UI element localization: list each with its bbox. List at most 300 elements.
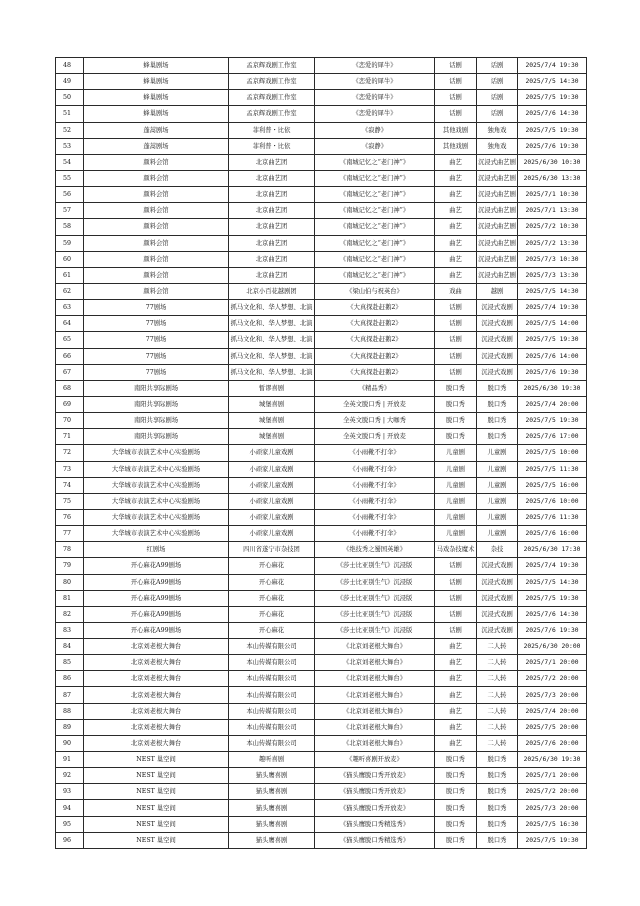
category-cell: 曲艺 xyxy=(435,655,477,671)
organizer-cell: 猫头鹰喜剧 xyxy=(229,816,315,832)
subcategory-cell: 沉浸式曲艺剧 xyxy=(477,203,518,219)
subcategory-cell: 二人转 xyxy=(477,735,518,751)
showtime-cell: 2025/7/5 16:00 xyxy=(518,477,587,493)
showtime-cell: 2025/7/2 20:00 xyxy=(518,784,587,800)
row-number-cell: 49 xyxy=(56,74,84,90)
showtime-cell: 2025/7/5 19:30 xyxy=(518,122,587,138)
subcategory-cell: 二人转 xyxy=(477,655,518,671)
row-number-cell: 69 xyxy=(56,396,84,412)
category-cell: 脱口秀 xyxy=(435,429,477,445)
organizer-cell: 北京曲艺团 xyxy=(229,170,315,186)
category-cell: 曲艺 xyxy=(435,719,477,735)
organizer-cell: 北京曲艺团 xyxy=(229,187,315,203)
subcategory-cell: 脱口秀 xyxy=(477,784,518,800)
showtime-cell: 2025/7/1 20:00 xyxy=(518,768,587,784)
showtime-cell: 2025/7/5 19:30 xyxy=(518,413,587,429)
show-title-cell: 《莎士比亚别生气》沉浸版 xyxy=(315,606,435,622)
venue-cell: 开心麻花A99剧场 xyxy=(84,606,229,622)
subcategory-cell: 二人转 xyxy=(477,639,518,655)
show-title-cell: 《恋爱的犀牛》 xyxy=(315,74,435,90)
show-title-cell: 《小雨靴不打伞》 xyxy=(315,477,435,493)
table-row xyxy=(56,526,587,542)
category-cell: 曲艺 xyxy=(435,170,477,186)
category-cell: 儿童剧 xyxy=(435,477,477,493)
showtime-cell: 2025/7/1 10:30 xyxy=(518,187,587,203)
category-cell: 话剧 xyxy=(435,348,477,364)
show-title-cell: 《南城记忆之“老门神”》 xyxy=(315,235,435,251)
subcategory-cell: 沉浸式戏剧 xyxy=(477,606,518,622)
row-number-cell: 92 xyxy=(56,768,84,784)
table-row xyxy=(56,735,587,751)
row-number-cell: 64 xyxy=(56,316,84,332)
showtime-cell: 2025/7/4 20:00 xyxy=(518,396,587,412)
show-title-cell: 《小雨靴不打伞》 xyxy=(315,526,435,542)
row-number-cell: 52 xyxy=(56,122,84,138)
organizer-cell: 小顽家儿童戏剧 xyxy=(229,526,315,542)
show-title-cell: 《莎士比亚别生气》沉浸版 xyxy=(315,622,435,638)
subcategory-cell: 二人转 xyxy=(477,671,518,687)
show-title-cell: 《寂静》 xyxy=(315,138,435,154)
showtime-cell: 2025/7/5 14:00 xyxy=(518,316,587,332)
venue-cell: 北京刘老根大舞台 xyxy=(84,719,229,735)
row-number-cell: 94 xyxy=(56,800,84,816)
subcategory-cell: 独角戏 xyxy=(477,138,518,154)
table-row xyxy=(56,413,587,429)
venue-cell: 北京刘老根大舞台 xyxy=(84,735,229,751)
table-row xyxy=(56,445,587,461)
row-number-cell: 75 xyxy=(56,493,84,509)
table-row xyxy=(56,784,587,800)
subcategory-cell: 沉浸式戏剧 xyxy=(477,300,518,316)
venue-cell: 北京刘老根大舞台 xyxy=(84,687,229,703)
organizer-cell: 小顽家儿童戏剧 xyxy=(229,493,315,509)
subcategory-cell: 话剧 xyxy=(477,58,518,74)
showtime-cell: 2025/7/6 20:00 xyxy=(518,735,587,751)
showtime-cell: 2025/6/30 20:00 xyxy=(518,639,587,655)
showtime-cell: 2025/7/5 19:30 xyxy=(518,90,587,106)
show-title-cell: 《猫头鹰脱口秀开放麦》 xyxy=(315,768,435,784)
showtime-cell: 2025/6/30 19:30 xyxy=(518,380,587,396)
subcategory-cell: 儿童剧 xyxy=(477,509,518,525)
organizer-cell: 开心麻花 xyxy=(229,622,315,638)
table-row xyxy=(56,106,587,122)
venue-cell: 大华城市表演艺术中心实验剧场 xyxy=(84,461,229,477)
organizer-cell: 本山传媒有限公司 xyxy=(229,703,315,719)
organizer-cell: 菲利普・比依 xyxy=(229,138,315,154)
organizer-cell: 本山传媒有限公司 xyxy=(229,671,315,687)
table-row xyxy=(56,687,587,703)
category-cell: 儿童剧 xyxy=(435,493,477,509)
show-title-cell: 《小雨靴不打伞》 xyxy=(315,461,435,477)
showtime-cell: 2025/7/5 10:00 xyxy=(518,445,587,461)
subcategory-cell: 沉浸式戏剧 xyxy=(477,316,518,332)
category-cell: 脱口秀 xyxy=(435,816,477,832)
table-row xyxy=(56,90,587,106)
showtime-cell: 2025/7/1 20:00 xyxy=(518,655,587,671)
organizer-cell: 小顽家儿童戏剧 xyxy=(229,477,315,493)
showtime-cell: 2025/6/30 13:30 xyxy=(518,170,587,186)
organizer-cell: 抓马文化和、华人梦想、北演 xyxy=(229,316,315,332)
venue-cell: 北京刘老根大舞台 xyxy=(84,703,229,719)
row-number-cell: 82 xyxy=(56,606,84,622)
subcategory-cell: 话剧 xyxy=(477,90,518,106)
subcategory-cell: 儿童剧 xyxy=(477,461,518,477)
show-title-cell: 《大真探赴赶鹅2》 xyxy=(315,332,435,348)
row-number-cell: 76 xyxy=(56,509,84,525)
venue-cell: 南阳共享际剧场 xyxy=(84,429,229,445)
subcategory-cell: 脱口秀 xyxy=(477,413,518,429)
show-title-cell: 《南城记忆之“老门神”》 xyxy=(315,219,435,235)
showtime-cell: 2025/7/6 11:30 xyxy=(518,509,587,525)
subcategory-cell: 脱口秀 xyxy=(477,429,518,445)
organizer-cell: 城堡喜剧 xyxy=(229,396,315,412)
venue-cell: 颜料会馆 xyxy=(84,251,229,267)
showtime-cell: 2025/6/30 17:30 xyxy=(518,542,587,558)
venue-cell: 蜂巢剧场 xyxy=(84,74,229,90)
row-number-cell: 50 xyxy=(56,90,84,106)
organizer-cell: 城堡喜剧 xyxy=(229,413,315,429)
organizer-cell: 小顽家儿童戏剧 xyxy=(229,445,315,461)
table-row xyxy=(56,574,587,590)
organizer-cell: 本山传媒有限公司 xyxy=(229,735,315,751)
venue-cell: NEST 巢空间 xyxy=(84,768,229,784)
venue-cell: 开心麻花A99剧场 xyxy=(84,622,229,638)
show-title-cell: 《北京刘老根大舞台》 xyxy=(315,687,435,703)
organizer-cell: 北京曲艺团 xyxy=(229,154,315,170)
table-row xyxy=(56,219,587,235)
organizer-cell: 抓马文化和、华人梦想、北演 xyxy=(229,348,315,364)
row-number-cell: 95 xyxy=(56,816,84,832)
showtime-cell: 2025/7/3 20:00 xyxy=(518,687,587,703)
showtime-cell: 2025/7/6 19:30 xyxy=(518,622,587,638)
row-number-cell: 79 xyxy=(56,558,84,574)
row-number-cell: 80 xyxy=(56,574,84,590)
organizer-cell: 暂谬喜剧 xyxy=(229,380,315,396)
subcategory-cell: 二人转 xyxy=(477,719,518,735)
category-cell: 话剧 xyxy=(435,74,477,90)
show-title-cell: 《莎士比亚别生气》沉浸版 xyxy=(315,574,435,590)
category-cell: 话剧 xyxy=(435,332,477,348)
organizer-cell: 抓马文化和、华人梦想、北演 xyxy=(229,364,315,380)
category-cell: 曲艺 xyxy=(435,735,477,751)
category-cell: 曲艺 xyxy=(435,219,477,235)
organizer-cell: 猫头鹰喜剧 xyxy=(229,784,315,800)
category-cell: 曲艺 xyxy=(435,187,477,203)
organizer-cell: 孟京辉戏剧工作室 xyxy=(229,106,315,122)
row-number-cell: 93 xyxy=(56,784,84,800)
show-title-cell: 《猫头鹰脱口秀精选秀》 xyxy=(315,816,435,832)
venue-cell: 蜂巢剧场 xyxy=(84,58,229,74)
row-number-cell: 67 xyxy=(56,364,84,380)
table-row xyxy=(56,332,587,348)
category-cell: 脱口秀 xyxy=(435,752,477,768)
organizer-cell: 北京曲艺团 xyxy=(229,267,315,283)
showtime-cell: 2025/7/6 14:30 xyxy=(518,606,587,622)
row-number-cell: 51 xyxy=(56,106,84,122)
table-row xyxy=(56,122,587,138)
organizer-cell: 猫头鹰喜剧 xyxy=(229,800,315,816)
organizer-cell: 趣听喜剧 xyxy=(229,752,315,768)
table-row xyxy=(56,655,587,671)
venue-cell: 大华城市表演艺术中心实验剧场 xyxy=(84,477,229,493)
showtime-cell: 2025/7/2 10:30 xyxy=(518,219,587,235)
category-cell: 儿童剧 xyxy=(435,445,477,461)
show-title-cell: 《北京刘老根大舞台》 xyxy=(315,703,435,719)
venue-cell: 77剧场 xyxy=(84,348,229,364)
venue-cell: 开心麻花A99剧场 xyxy=(84,574,229,590)
venue-cell: NEST 巢空间 xyxy=(84,832,229,848)
show-title-cell: 《大真探赴赶鹅2》 xyxy=(315,348,435,364)
category-cell: 脱口秀 xyxy=(435,396,477,412)
row-number-cell: 60 xyxy=(56,251,84,267)
show-title-cell: 《南城记忆之“老门神”》 xyxy=(315,154,435,170)
table-row xyxy=(56,58,587,74)
show-title-cell: 《南城记忆之“老门神”》 xyxy=(315,187,435,203)
organizer-cell: 小顽家儿童戏剧 xyxy=(229,509,315,525)
showtime-cell: 2025/7/4 19:30 xyxy=(518,300,587,316)
table-row xyxy=(56,251,587,267)
table-row xyxy=(56,477,587,493)
organizer-cell: 北京曲艺团 xyxy=(229,235,315,251)
showtime-cell: 2025/7/5 14:30 xyxy=(518,574,587,590)
row-number-cell: 54 xyxy=(56,154,84,170)
organizer-cell: 小顽家儿童戏剧 xyxy=(229,461,315,477)
table-row xyxy=(56,752,587,768)
show-title-cell: 《猫头鹰脱口秀开放麦》 xyxy=(315,784,435,800)
row-number-cell: 66 xyxy=(56,348,84,364)
showtime-cell: 2025/7/5 20:00 xyxy=(518,719,587,735)
row-number-cell: 74 xyxy=(56,477,84,493)
row-number-cell: 68 xyxy=(56,380,84,396)
showtime-cell: 2025/7/6 17:00 xyxy=(518,429,587,445)
category-cell: 儿童剧 xyxy=(435,526,477,542)
organizer-cell: 开心麻花 xyxy=(229,606,315,622)
venue-cell: 颜料会馆 xyxy=(84,267,229,283)
show-title-cell: 全英文脱口秀 | 开放麦 xyxy=(315,396,435,412)
table-row xyxy=(56,493,587,509)
row-number-cell: 77 xyxy=(56,526,84,542)
venue-cell: 南阳共享际剧场 xyxy=(84,396,229,412)
subcategory-cell: 沉浸式曲艺剧 xyxy=(477,267,518,283)
show-title-cell: 《北京刘老根大舞台》 xyxy=(315,719,435,735)
show-title-cell: 《精品秀》 xyxy=(315,380,435,396)
venue-cell: NEST 巢空间 xyxy=(84,800,229,816)
organizer-cell: 北京曲艺团 xyxy=(229,251,315,267)
row-number-cell: 81 xyxy=(56,590,84,606)
venue-cell: NEST 巢空间 xyxy=(84,752,229,768)
subcategory-cell: 儿童剧 xyxy=(477,445,518,461)
category-cell: 话剧 xyxy=(435,106,477,122)
subcategory-cell: 二人转 xyxy=(477,687,518,703)
showtime-cell: 2025/7/4 19:30 xyxy=(518,558,587,574)
venue-cell: 77剧场 xyxy=(84,364,229,380)
table-row xyxy=(56,800,587,816)
venue-cell: 蜂巢剧场 xyxy=(84,106,229,122)
showtime-cell: 2025/7/5 14:30 xyxy=(518,74,587,90)
row-number-cell: 56 xyxy=(56,187,84,203)
subcategory-cell: 脱口秀 xyxy=(477,816,518,832)
row-number-cell: 57 xyxy=(56,203,84,219)
row-number-cell: 87 xyxy=(56,687,84,703)
show-title-cell: 《小雨靴不打伞》 xyxy=(315,493,435,509)
table-row xyxy=(56,429,587,445)
performance-schedule-table xyxy=(55,57,587,849)
table-row xyxy=(56,509,587,525)
category-cell: 话剧 xyxy=(435,558,477,574)
venue-cell: 颜料会馆 xyxy=(84,283,229,299)
table-row xyxy=(56,703,587,719)
venue-cell: 颜料会馆 xyxy=(84,235,229,251)
venue-cell: 77剧场 xyxy=(84,332,229,348)
show-title-cell: 《猫头鹰脱口秀开放麦》 xyxy=(315,800,435,816)
category-cell: 曲艺 xyxy=(435,703,477,719)
category-cell: 曲艺 xyxy=(435,203,477,219)
show-title-cell: 《小雨靴不打伞》 xyxy=(315,509,435,525)
subcategory-cell: 沉浸式戏剧 xyxy=(477,332,518,348)
venue-cell: 蓬蒿剧场 xyxy=(84,122,229,138)
table-row xyxy=(56,832,587,848)
venue-cell: NEST 巢空间 xyxy=(84,784,229,800)
organizer-cell: 四川省遂宁市杂技团 xyxy=(229,542,315,558)
subcategory-cell: 沉浸式曲艺剧 xyxy=(477,251,518,267)
table-row xyxy=(56,590,587,606)
venue-cell: 开心麻花A99剧场 xyxy=(84,590,229,606)
show-title-cell: 《南城记忆之“老门神”》 xyxy=(315,267,435,283)
venue-cell: 77剧场 xyxy=(84,316,229,332)
show-title-cell: 《莎士比亚别生气》沉浸版 xyxy=(315,590,435,606)
subcategory-cell: 话剧 xyxy=(477,106,518,122)
subcategory-cell: 沉浸式曲艺剧 xyxy=(477,187,518,203)
row-number-cell: 70 xyxy=(56,413,84,429)
category-cell: 脱口秀 xyxy=(435,413,477,429)
table-row xyxy=(56,719,587,735)
venue-cell: 红剧场 xyxy=(84,542,229,558)
show-title-cell: 《北京刘老根大舞台》 xyxy=(315,639,435,655)
table-row xyxy=(56,316,587,332)
show-title-cell: 《恋爱的犀牛》 xyxy=(315,106,435,122)
row-number-cell: 55 xyxy=(56,170,84,186)
venue-cell: 颜料会馆 xyxy=(84,170,229,186)
organizer-cell: 猫头鹰喜剧 xyxy=(229,768,315,784)
subcategory-cell: 杂技 xyxy=(477,542,518,558)
row-number-cell: 58 xyxy=(56,219,84,235)
showtime-cell: 2025/7/5 19:30 xyxy=(518,332,587,348)
showtime-cell: 2025/7/6 14:00 xyxy=(518,348,587,364)
organizer-cell: 北京曲艺团 xyxy=(229,219,315,235)
category-cell: 话剧 xyxy=(435,622,477,638)
subcategory-cell: 话剧 xyxy=(477,74,518,90)
table-row xyxy=(56,235,587,251)
show-title-cell: 《北京刘老根大舞台》 xyxy=(315,735,435,751)
show-title-cell: 《绝技秀之蜀国英雄》 xyxy=(315,542,435,558)
venue-cell: 北京刘老根大舞台 xyxy=(84,671,229,687)
row-number-cell: 88 xyxy=(56,703,84,719)
show-title-cell: 《小雨靴不打伞》 xyxy=(315,445,435,461)
showtime-cell: 2025/7/3 13:30 xyxy=(518,267,587,283)
row-number-cell: 85 xyxy=(56,655,84,671)
table-row xyxy=(56,671,587,687)
subcategory-cell: 沉浸式戏剧 xyxy=(477,574,518,590)
table-body xyxy=(56,58,587,849)
row-number-cell: 73 xyxy=(56,461,84,477)
row-number-cell: 48 xyxy=(56,58,84,74)
table-row xyxy=(56,396,587,412)
organizer-cell: 本山传媒有限公司 xyxy=(229,687,315,703)
show-title-cell: 《大真探赴赶鹅2》 xyxy=(315,364,435,380)
show-title-cell: 《北京刘老根大舞台》 xyxy=(315,671,435,687)
showtime-cell: 2025/7/6 19:30 xyxy=(518,364,587,380)
table-row xyxy=(56,461,587,477)
table-row xyxy=(56,622,587,638)
venue-cell: 大华城市表演艺术中心实验剧场 xyxy=(84,445,229,461)
category-cell: 马戏杂技魔术 xyxy=(435,542,477,558)
venue-cell: 大华城市表演艺术中心实验剧场 xyxy=(84,526,229,542)
table-row xyxy=(56,187,587,203)
show-title-cell: 《恋爱的犀牛》 xyxy=(315,90,435,106)
organizer-cell: 开心麻花 xyxy=(229,558,315,574)
subcategory-cell: 独角戏 xyxy=(477,122,518,138)
showtime-cell: 2025/7/5 19:30 xyxy=(518,832,587,848)
category-cell: 脱口秀 xyxy=(435,832,477,848)
organizer-cell: 抓马文化和、华人梦想、北演 xyxy=(229,332,315,348)
venue-cell: NEST 巢空间 xyxy=(84,816,229,832)
showtime-cell: 2025/7/3 10:30 xyxy=(518,251,587,267)
category-cell: 儿童剧 xyxy=(435,461,477,477)
subcategory-cell: 儿童剧 xyxy=(477,493,518,509)
row-number-cell: 59 xyxy=(56,235,84,251)
organizer-cell: 猫头鹰喜剧 xyxy=(229,832,315,848)
venue-cell: 大华城市表演艺术中心实验剧场 xyxy=(84,509,229,525)
organizer-cell: 北京曲艺团 xyxy=(229,203,315,219)
venue-cell: 蓬蒿剧场 xyxy=(84,138,229,154)
show-title-cell: 《南城记忆之“老门神”》 xyxy=(315,251,435,267)
showtime-cell: 2025/7/6 16:00 xyxy=(518,526,587,542)
category-cell: 曲艺 xyxy=(435,687,477,703)
venue-cell: 开心麻花A99剧场 xyxy=(84,558,229,574)
show-title-cell: 全英文脱口秀 | 开放麦 xyxy=(315,429,435,445)
organizer-cell: 菲利普・比依 xyxy=(229,122,315,138)
subcategory-cell: 沉浸式戏剧 xyxy=(477,348,518,364)
show-title-cell: 《大真探赴赶鹅2》 xyxy=(315,300,435,316)
category-cell: 曲艺 xyxy=(435,251,477,267)
subcategory-cell: 沉浸式戏剧 xyxy=(477,622,518,638)
showtime-cell: 2025/7/6 19:30 xyxy=(518,138,587,154)
table-row xyxy=(56,74,587,90)
venue-cell: 南阳共享际剧场 xyxy=(84,380,229,396)
category-cell: 曲艺 xyxy=(435,267,477,283)
category-cell: 曲艺 xyxy=(435,235,477,251)
subcategory-cell: 脱口秀 xyxy=(477,752,518,768)
row-number-cell: 86 xyxy=(56,671,84,687)
table-row xyxy=(56,283,587,299)
table-row xyxy=(56,606,587,622)
organizer-cell: 抓马文化和、华人梦想、北演 xyxy=(229,300,315,316)
row-number-cell: 63 xyxy=(56,300,84,316)
venue-cell: 蜂巢剧场 xyxy=(84,90,229,106)
category-cell: 儿童剧 xyxy=(435,509,477,525)
category-cell: 曲艺 xyxy=(435,154,477,170)
subcategory-cell: 脱口秀 xyxy=(477,768,518,784)
table-row xyxy=(56,639,587,655)
showtime-cell: 2025/7/6 10:00 xyxy=(518,493,587,509)
category-cell: 其他戏剧 xyxy=(435,138,477,154)
category-cell: 曲艺 xyxy=(435,671,477,687)
venue-cell: 北京刘老根大舞台 xyxy=(84,655,229,671)
category-cell: 曲艺 xyxy=(435,639,477,655)
show-title-cell: 《大真探赴赶鹅2》 xyxy=(315,316,435,332)
row-number-cell: 91 xyxy=(56,752,84,768)
showtime-cell: 2025/7/5 19:30 xyxy=(518,590,587,606)
